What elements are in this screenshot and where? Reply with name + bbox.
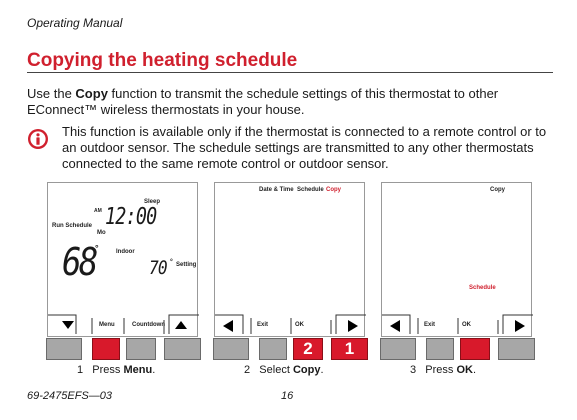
intro-paragraph — [27, 86, 547, 118]
left-arrow-icon[interactable] — [223, 320, 233, 332]
hardware-button-3-ok[interactable] — [293, 338, 323, 360]
step-keyword: Copy — [292, 364, 321, 376]
step-end: . — [320, 364, 324, 376]
copy-heading: Copy — [490, 187, 505, 193]
softkey-menu[interactable]: Menu — [99, 322, 115, 328]
page-title: Copying the heating schedule — [27, 50, 298, 71]
right-arrow-icon[interactable] — [515, 320, 525, 332]
setting-temperature: 70 — [149, 257, 167, 279]
hardware-button-4-next[interactable] — [331, 338, 368, 360]
intro-prefix: Use the — [27, 86, 76, 101]
am-label: AM — [94, 208, 102, 214]
hardware-button-2[interactable] — [259, 338, 287, 360]
step-number: 2 — [244, 364, 251, 376]
left-arrow-icon[interactable] — [390, 320, 400, 332]
hardware-button-2[interactable] — [426, 338, 454, 360]
indoor-label: Indoor — [116, 249, 135, 255]
footer-page-number: 16 — [281, 390, 294, 402]
copy-item-schedule[interactable]: Schedule — [469, 285, 496, 291]
button-marker-1: 1 — [344, 339, 355, 358]
softkey-countdown[interactable]: Countdown — [132, 322, 165, 328]
step-number: 3 — [410, 364, 417, 376]
info-icon — [27, 128, 49, 150]
hardware-buttons-panel-2 — [213, 338, 368, 360]
sleep-label: Sleep — [144, 199, 161, 205]
softkey-exit[interactable]: Exit — [424, 322, 436, 328]
hardware-button-3[interactable] — [126, 338, 156, 360]
button-marker-2: 2 — [303, 339, 313, 358]
step-end: . — [472, 364, 477, 376]
hardware-button-1[interactable] — [380, 338, 416, 360]
setting-degree-symbol: ° — [170, 259, 173, 266]
intro-suffix: function to transmit the schedule settings of this thermostat to other EConnect™ wireless thermostats in your house. — [27, 86, 499, 117]
thermostat-screen-menu — [214, 182, 365, 337]
intro-keyword: Copy — [75, 86, 108, 101]
run-schedule-label: Run Schedule — [52, 223, 93, 229]
hardware-button-1[interactable] — [46, 338, 82, 360]
day-label: Mo — [97, 230, 106, 236]
step-number: 1 — [77, 364, 84, 376]
menu-item-copy[interactable]: Copy — [326, 187, 341, 193]
softkey-bar — [382, 314, 531, 336]
hardware-button-1[interactable] — [213, 338, 249, 360]
manual-header-label: Operating Manual — [27, 16, 123, 30]
footer-document-code: 69-2475EFS—03 — [27, 390, 112, 402]
indoor-degree-symbol: ° — [95, 243, 99, 253]
hardware-buttons-panel-1 — [46, 338, 201, 360]
softkey-exit[interactable]: Exit — [257, 322, 269, 328]
step-caption-2 — [244, 364, 324, 376]
step-end: . — [152, 364, 156, 376]
right-arrow-icon[interactable] — [348, 320, 358, 332]
step-keyword: OK — [456, 364, 473, 376]
step-text: Press — [425, 364, 457, 376]
step-text: Select — [259, 364, 293, 376]
step-text: Press — [92, 364, 124, 376]
softkey-ok[interactable]: OK — [295, 322, 304, 328]
hardware-button-4[interactable] — [164, 338, 201, 360]
hardware-buttons-panel-3 — [380, 338, 535, 360]
softkey-bar — [215, 314, 364, 336]
menu-item-date-time[interactable]: Date & Time — [259, 187, 294, 193]
softkey-bar — [48, 314, 197, 336]
menu-item-schedule[interactable]: Schedule — [297, 187, 324, 193]
hardware-button-4[interactable] — [498, 338, 535, 360]
softkey-ok[interactable]: OK — [462, 322, 471, 328]
step-caption-3 — [410, 364, 476, 376]
thermostat-screen-copy — [381, 182, 532, 337]
up-arrow-icon[interactable] — [175, 321, 187, 329]
note-text: This function is available only if the thermostat is connected to a remote control or to an outdoor sensor. The schedule settings are transmitted to any other thermostats connected to the same remote control or outdoor sensor. — [62, 124, 547, 171]
step-keyword: Menu — [123, 364, 153, 376]
thermostat-screen-home — [47, 182, 198, 337]
indoor-temperature: 68 — [62, 240, 96, 284]
step-caption-1 — [77, 364, 155, 376]
hardware-button-3-ok[interactable] — [460, 338, 490, 360]
title-divider — [27, 72, 553, 73]
time-display: 12:00 — [105, 204, 157, 230]
hardware-button-2-menu[interactable] — [92, 338, 120, 360]
setting-label: Setting — [176, 262, 197, 268]
down-arrow-icon[interactable] — [62, 321, 74, 329]
